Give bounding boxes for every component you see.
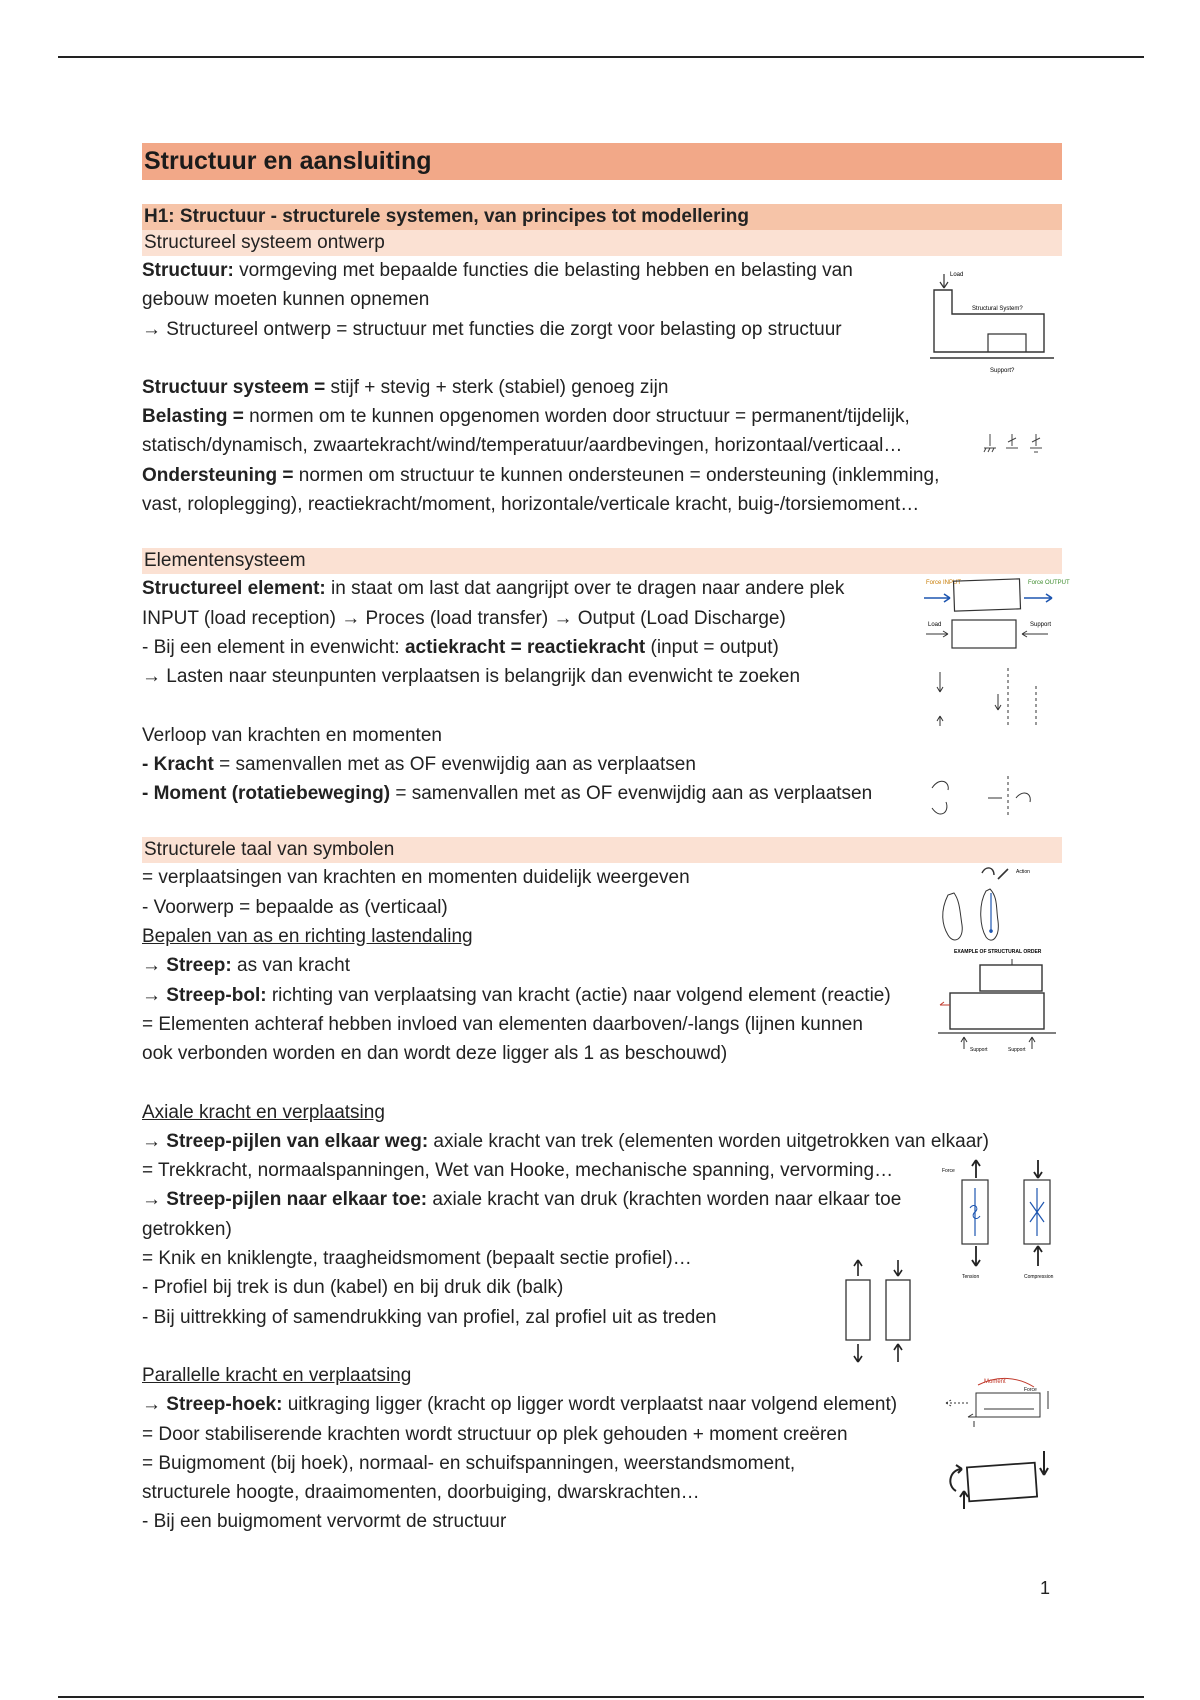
fig-label-action: Action <box>1016 869 1030 876</box>
element-system-figure <box>918 576 1070 816</box>
fig-label-system: Structural System? <box>972 306 1023 312</box>
fig-label-compression: Compression <box>1024 1273 1054 1280</box>
section-axial-force: Axiale kracht en verplaatsing → Streep-pijlen van elkaar weg: axiale kracht van trek (elementen worden uitgetrokken van elkaar) = Trekkracht, normaalspanningen, Wet van Hooke, mechanische spanning, vervorming… → Streep-pijlen naar elkaar toe: axiale kracht van druk (krachten worden naar elkaar toe getrokken) = Knik en kniklengte, traagheidsmoment (bepaalt sectie profiel)… - Profiel bij trek is dun (kabel) en bij druk dik (balk) - Bij uittrekking of samendrukking van profiel, zal profiel uit as treden Force Tension Compression <box>142 1098 1062 1332</box>
fig-label-support-a: Support <box>970 1047 988 1054</box>
section-symbols: Structurele taal van symbolen = verplaatsingen van krachten en momenten duidelijk weergeven - Voorwerp = bepaalde as (verticaal) Bepalen van as en richting lastendaling → Streep: as van kracht → Streep-bol: richting van verplaatsing van kracht (actie) naar volgend element (reactie) = Elementen achteraf hebben invloed van elementen daarboven/-langs (lijnen kunnen ook verbonden worden en dan wordt deze ligger als 1 as beschouwd) Action EXAMPLE OF STRUCTURAL ORDER Support Support <box>142 837 1062 1068</box>
cantilever-figure <box>938 1373 1058 1513</box>
profile-arrows-figure <box>842 1258 922 1370</box>
footer-rule <box>58 1696 1144 1698</box>
fig-label-output: Force OUTPUT <box>1028 580 1070 587</box>
support-symbols-figure <box>980 430 1050 454</box>
fig-label-tension: Tension <box>962 1273 980 1280</box>
document-body <box>142 143 1070 1537</box>
fig-label-input: Force INPUT <box>926 580 962 587</box>
fig-label-moment: Moment <box>984 1378 1006 1385</box>
fig-label-example: EXAMPLE OF STRUCTURAL ORDER <box>954 949 1042 956</box>
section-element-system: Elementensysteem Structureel element: in staat om last dat aangrijpt over te dragen naar andere plek INPUT (load reception) → Proces (load transfer) → Output (Load Discharge) - Bij een element in evenwicht: actiekracht = reactiekracht (input = output) → Lasten naar steunpunten verplaatsen is belangrijk dan evenwicht te zoeken Verloop van krachten en momenten - Kracht = samenvallen met as OF evenwijdig aan as verplaatsen - Moment (rotatiebeweging) = samenvallen met as OF evenwijdig aan as verplaatsen Force INPUT Force OUTPUT Load Support <box>142 548 1062 808</box>
structural-system-figure <box>928 258 1058 388</box>
fig-label-force: Force <box>942 1167 955 1174</box>
fig-label-load: Load <box>928 622 942 629</box>
fig-label-force: Force <box>1024 1386 1037 1393</box>
page-number: 1 <box>1040 1578 1051 1598</box>
section-title: Structureel systeem ontwerp <box>142 230 1062 256</box>
fig-label-load: Load <box>950 272 964 278</box>
fig-label-support: Support <box>1030 622 1052 629</box>
page-title: Structuur en aansluiting <box>142 143 1062 180</box>
fig-label-support: Support? <box>990 368 1015 374</box>
header-rule <box>58 56 1144 58</box>
section-title: Structurele taal van symbolen <box>142 837 1062 863</box>
section-title: Elementensysteem <box>142 548 1062 574</box>
section-parallel-force: Parallelle kracht en verplaatsing → Streep-hoek: uitkraging ligger (kracht op ligger wordt verplaatst naar volgend element) = Door stabiliserende krachten wordt structuur op plek gehouden + moment creëren = Buigmoment (bij hoek), normaal- en schuifspanningen, weerstandsmoment, structurele hoogte, draaimomenten, doorbuiging, dwarskrachten… - Bij een buigmoment vervormt de structuur Moment Force <box>142 1361 1062 1537</box>
fig-label-support-b: Support <box>1008 1047 1026 1054</box>
section-title: Axiale kracht en verplaatsing <box>142 1101 385 1123</box>
chapter-heading: H1: Structuur - structurele systemen, van principes tot modellering <box>142 204 1062 230</box>
section-structural-system: Structureel systeem ontwerp Structuur: vormgeving met bepaalde functies die belasting hebben en belasting van gebouw moeten kunnen opnemen → Structureel ontwerp = structuur met functies die zorgt voor belasting op structuur Structuur systeem = stijf + stevig + sterk (stabiel) genoeg zijn Belasting = normen om te kunnen opgenomen worden door structuur = permanent/tijdelijk, statisch/dynamisch, zwaartekracht/wind/temperatuur/aardbevingen, horizontaal/verticaal… Ondersteuning = normen om structuur te kunnen ondersteunen = ondersteuning (inklemming, vast, roloplegging), reactiekracht/moment, horizontale/verticale kracht, buig-/torsiemoment… Load Structural System? Support? <box>142 230 1062 519</box>
tension-compression-figure <box>942 1158 1072 1308</box>
section-title: Parallelle kracht en verplaatsing <box>142 1364 412 1386</box>
symbols-figure <box>934 865 1062 1075</box>
